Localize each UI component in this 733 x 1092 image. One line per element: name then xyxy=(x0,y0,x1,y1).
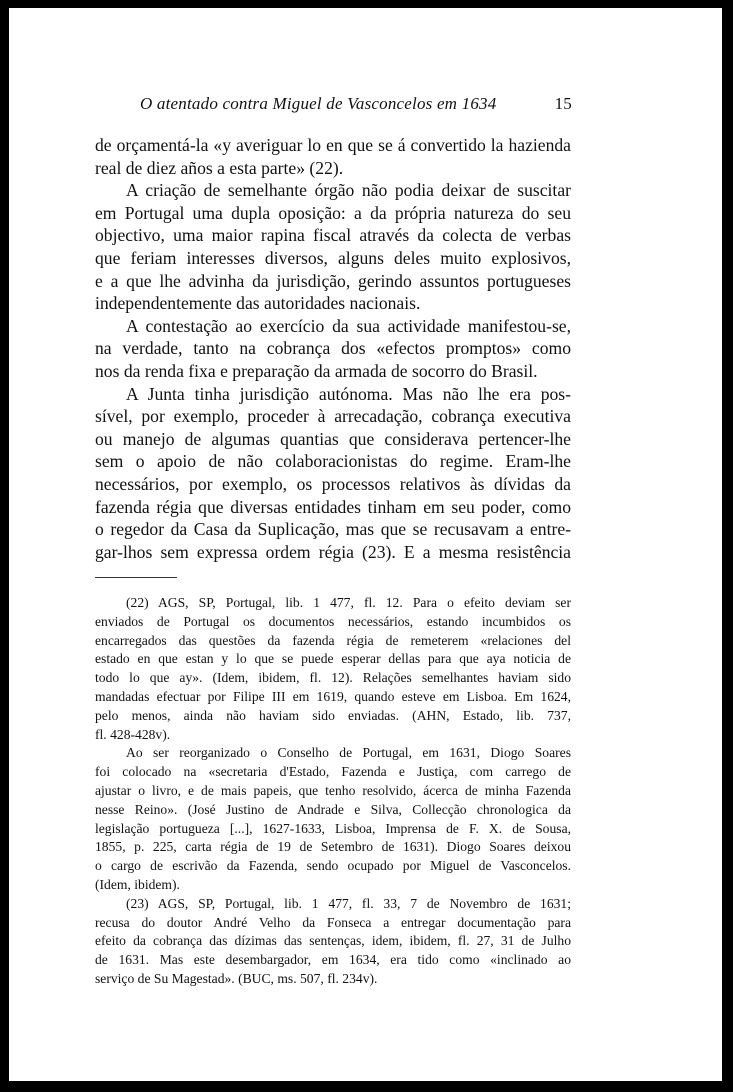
body-text-line: e a que lhe advinha da jurisdição, gerindo assuntos portugueses xyxy=(95,270,571,291)
body-text-line: objectivo, uma maior rapina fiscal através da colecta de verbas xyxy=(95,225,571,246)
footnote-line: legislação portugueza [...], 1627-1633, Lisboa, Imprensa de F. X. de Sousa, xyxy=(95,820,571,836)
running-header xyxy=(140,94,572,114)
body-text-line: sem o apoio de não colaboracionistas do regime. Eram-lhe xyxy=(95,451,571,472)
footnote-line: pelo menos, ainda não haviam sido enviadas. (AHN, Estado, lib. 737, xyxy=(95,707,571,723)
footnote-line: o cargo de escrivão da Fazenda, sendo ocupado por Miguel de Vasconcelos. xyxy=(95,858,571,874)
footnote-line: (Idem, ibidem). xyxy=(95,876,180,892)
body-text-line: o regedor da Casa da Suplicação, mas que se recusavam a entre- xyxy=(95,519,571,540)
footnote-line: (23) AGS, SP, Portugal, lib. 1 477, fl. 33, 7 de Novembro de 1631; xyxy=(126,895,571,911)
body-text-line: nos da renda fixa e preparação da armada de socorro do Brasil. xyxy=(95,360,538,381)
footnote-line: recusa do doutor André Velho da Fonseca a entregar documentação para xyxy=(95,914,571,930)
footnote-line: de 1631. Mas este desembargador, em 1634, era tido como «inclinado ao xyxy=(95,952,571,968)
footnote-line: enviados de Portugal os documentos necessários, estando incumbidos os xyxy=(95,613,571,629)
footnote-line: todo lo que ay». (Idem, ibidem, fl. 12). Relações semelhantes haviam sido xyxy=(95,670,571,686)
footnote-line: foi colocado na «secretaria d'Estado, Fazenda e Justiça, com carrego de xyxy=(95,764,571,780)
body-text-line: fazenda régia que diversas entidades tinham em seu poder, como xyxy=(95,496,571,517)
body-text-line: sível, por exemplo, proceder à arrecadação, cobrança executiva xyxy=(95,406,571,427)
body-text-line: A contestação ao exercício da sua actividade manifestou-se, xyxy=(126,315,571,336)
page-number: 15 xyxy=(554,94,572,113)
body-text-line: ou manejo de algumas quantias que considerava pertencer-lhe xyxy=(95,428,571,449)
footnote-line: estado en que estan y lo que se puede esperar dellas para que aya noticia de xyxy=(95,651,571,667)
body-text-line: A criação de semelhante órgão não podia deixar de suscitar xyxy=(126,180,571,201)
footnote-line: efeito da cobrança das dízimas das sentenças, idem, ibidem, fl. 27, 31 de Julho xyxy=(95,933,571,949)
footnote-line: serviço de Su Magestad». (BUC, ms. 507, fl. 234v). xyxy=(95,970,378,986)
body-text-line: real de diez años a esta parte» (22). xyxy=(95,157,344,178)
body-text-line: de orçamentá-la «y averiguar lo en que se á convertido la hazienda xyxy=(95,135,571,155)
footnote-line: 1855, p. 225, carta régia de 19 de Setembro de 1631). Diogo Soares deixou xyxy=(95,839,571,855)
footnote-line: ajustar o livro, e de mais papeis, que tenho resolvido, ácerca de minha Fazenda xyxy=(95,782,571,798)
body-text-line: independentemente das autoridades nacionais. xyxy=(95,293,421,314)
body-text-line: na verdade, tanto na cobrança dos «efectos promptos» como xyxy=(95,338,571,359)
body-text-line: gar-lhos sem expressa ordem régia (23). E a mesma resistência xyxy=(95,541,571,562)
body-text xyxy=(95,134,571,563)
footnote-line: mandadas efectuar por Filipe III em 1619, quando esteve em Lisboa. Em 1624, xyxy=(95,688,571,704)
body-text-line: que feriam interesses diversos, alguns deles muito explosivos, xyxy=(95,247,571,268)
footnote-separator xyxy=(95,577,177,578)
body-text-line: em Portugal uma dupla oposição: a da própria natureza do seu xyxy=(95,202,571,223)
header-title: O atentado contra Miguel de Vasconcelos em 1634 xyxy=(140,94,497,113)
footnote-line: nesse Reino». (José Justino de Andrade e Silva, Collecção chronologica da xyxy=(95,801,571,817)
footnote-line: fl. 428-428v). xyxy=(95,726,171,742)
body-text-line: necessários, por exemplo, os processos relativos às dívidas da xyxy=(95,473,571,494)
body-text-line: A Junta tinha jurisdição autónoma. Mas não lhe era pos- xyxy=(126,383,571,404)
footnote-line: encarregados das questões da fazenda régia de remeterem «relaciones del xyxy=(95,632,571,648)
footnotes xyxy=(95,594,571,989)
footnote-line: (22) AGS, SP, Portugal, lib. 1 477, fl. 12. Para o efeito deviam ser xyxy=(126,595,571,610)
footnote-line: Ao ser reorganizado o Conselho de Portugal, em 1631, Diogo Soares xyxy=(126,745,571,761)
